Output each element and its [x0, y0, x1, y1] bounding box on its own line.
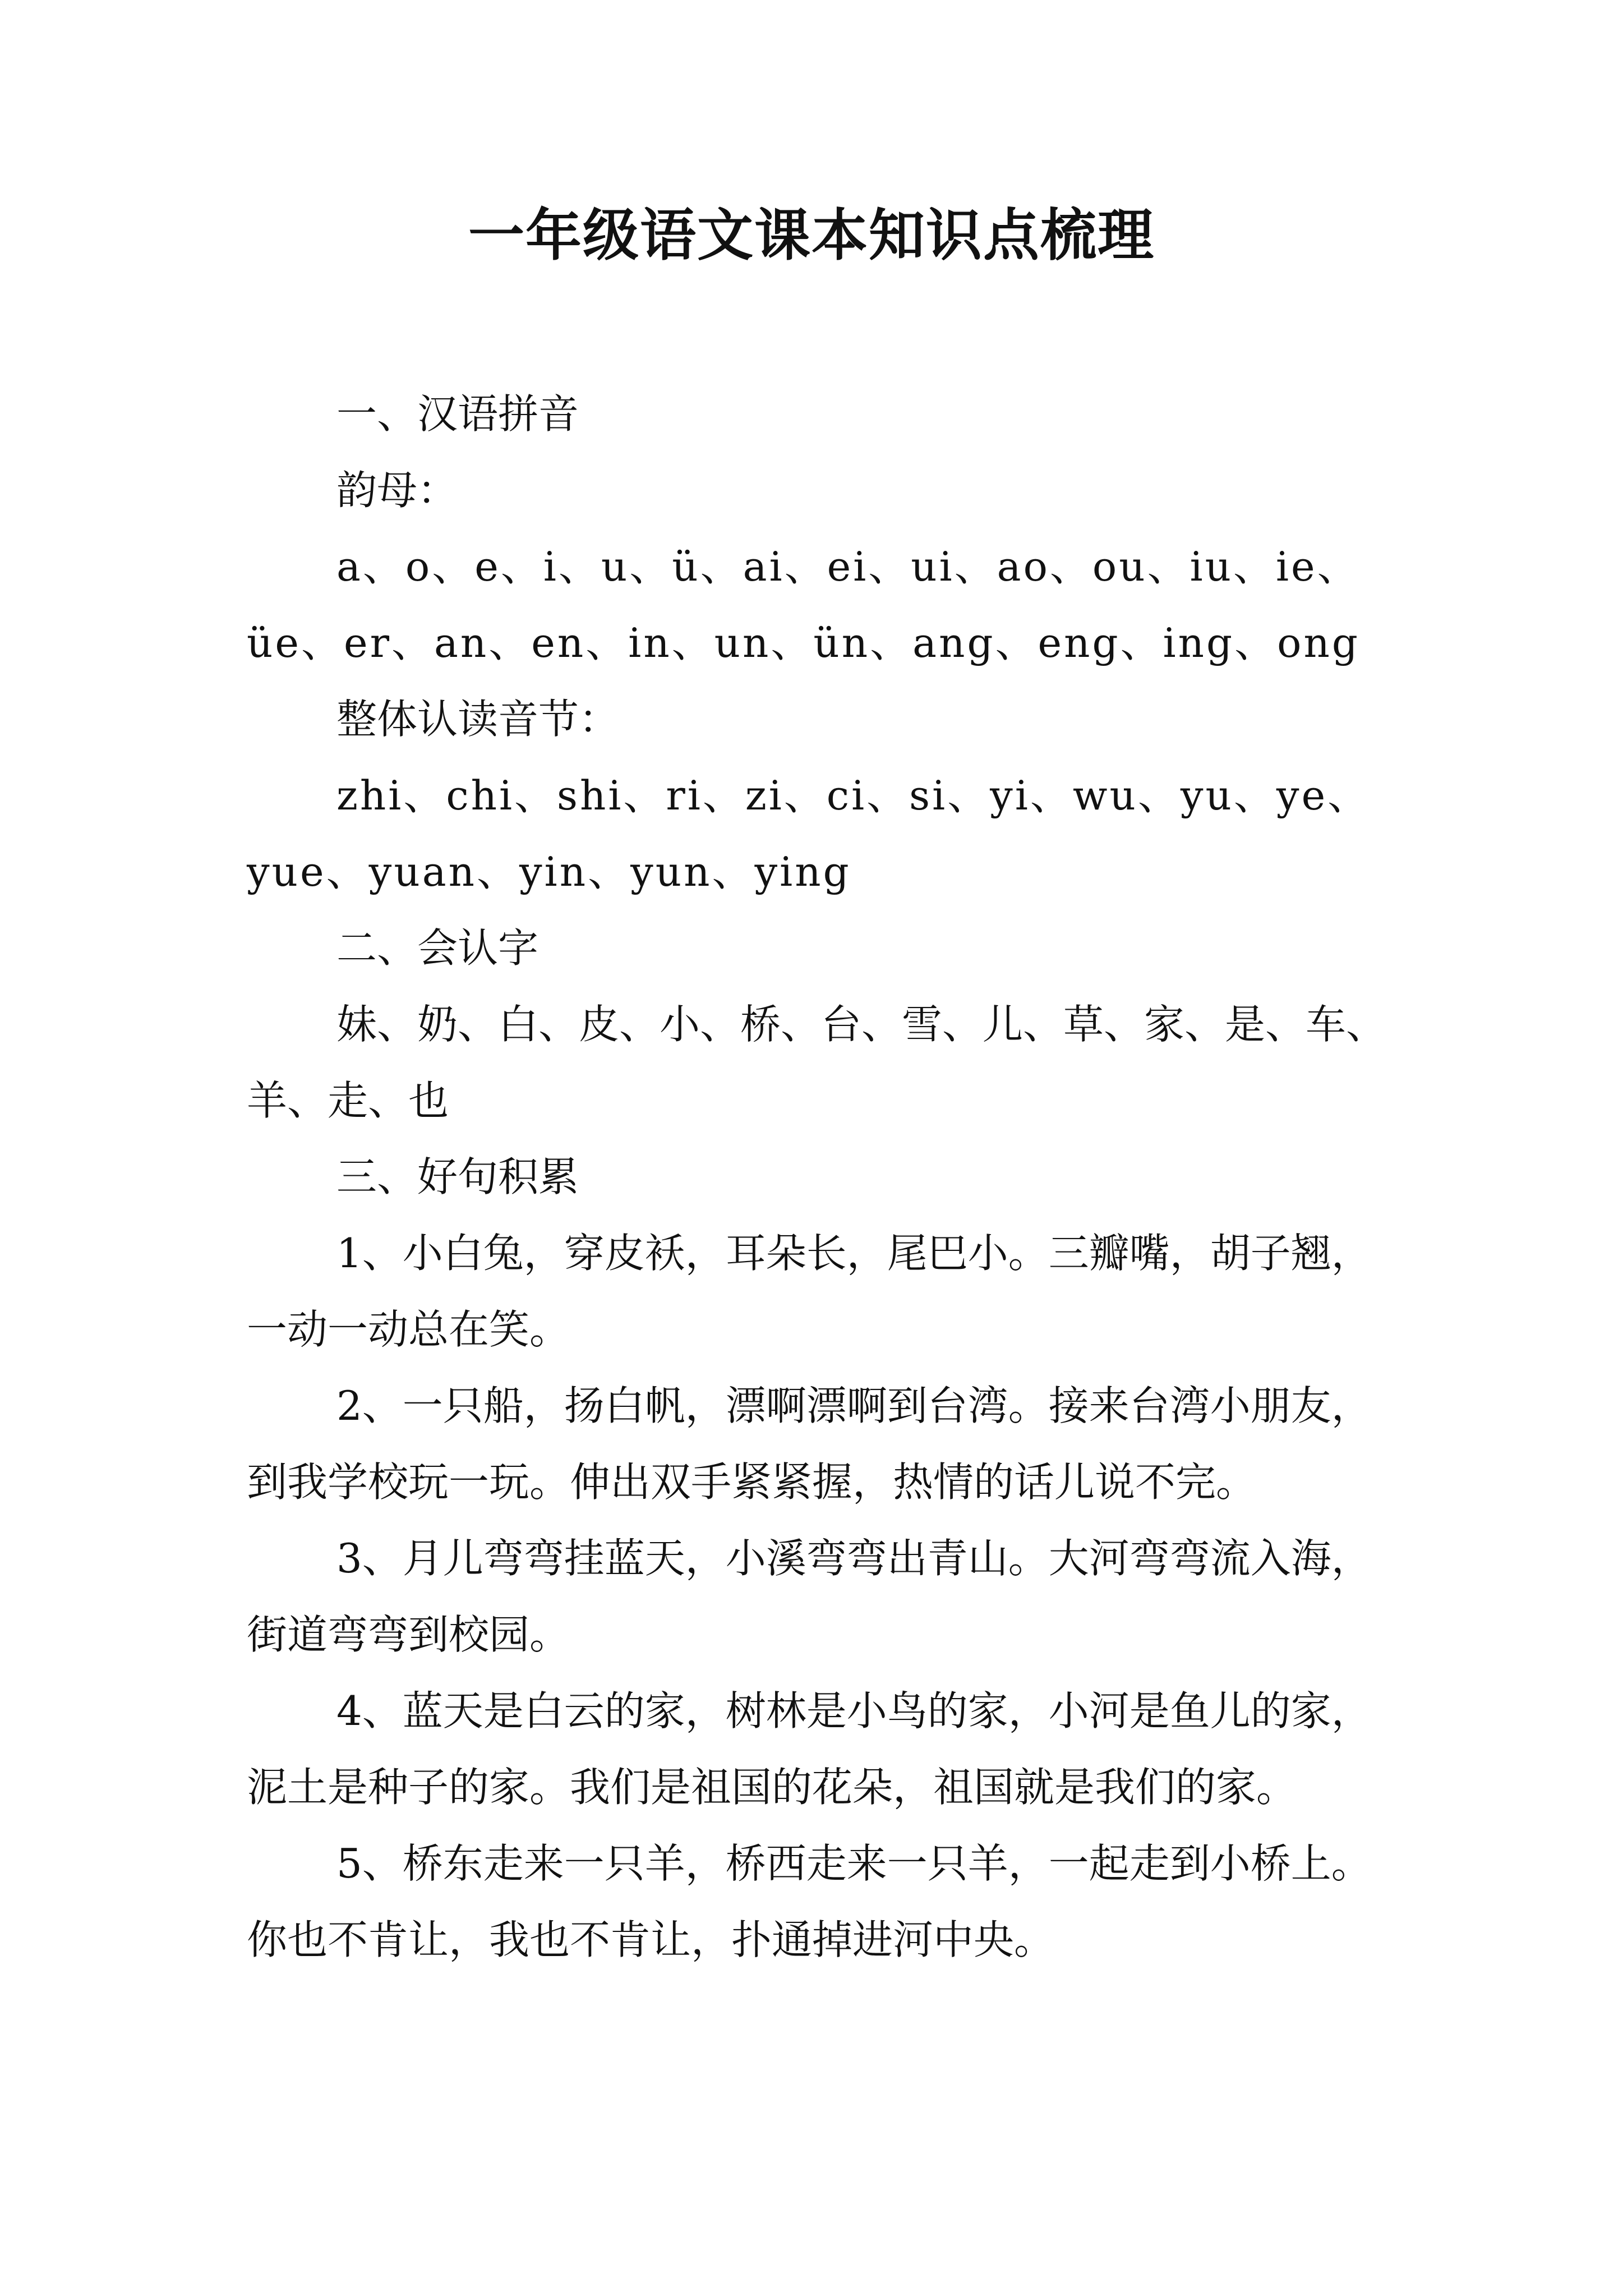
- section-heading-pinyin: 一、汉语拼音: [336, 390, 579, 438]
- whole-syllables-list: zhi、chi、shi、ri、zi、ci、si、yi、wu、yu、ye、yue、yuan、yin、yun、ying: [247, 772, 1371, 895]
- document-body: [247, 376, 1391, 1978]
- section-heading-good-sentences: 三、好句积累: [336, 1153, 579, 1200]
- sentence-item: 3、月儿弯弯挂蓝天，小溪弯弯出青山。大河弯弯流入海，街道弯弯到校园。: [247, 1535, 1372, 1658]
- sentence-item: 2、一只船，扬白帆，漂啊漂啊到台湾。接来台湾小朋友，到我学校玩一玩。伸出双手紧紧握，热情的话儿说不完。: [247, 1382, 1372, 1506]
- recognize-characters-list: 妹、奶、白、皮、小、桥、台、雪、儿、草、家、是、车、羊、走、也: [247, 1001, 1387, 1124]
- document-title: 一年级语文课本知识点梳理: [468, 203, 1155, 268]
- sentence-item: 5、桥东走来一只羊，桥西走来一只羊，一起走到小桥上。你也不肯让，我也不肯让，扑通掉进河中央。: [247, 1840, 1372, 1963]
- sentence-item: 1、小白兔，穿皮袄，耳朵长，尾巴小。三瓣嘴，胡子翘，一动一动总在笑。: [247, 1230, 1372, 1353]
- subheading-finals: 韵母：: [336, 467, 458, 514]
- section-heading-recognize-characters: 二、会认字: [336, 924, 539, 972]
- sentence-item: 4、蓝天是白云的家，树林是小鸟的家，小河是鱼儿的家，泥土是种子的家。我们是祖国的花朵，祖国就是我们的家。: [247, 1687, 1372, 1811]
- finals-list: a、o、e、i、u、ü、ai、ei、ui、ao、ou、iu、ie、üe、er、an、en、in、un、ün、ang、eng、ing、ong: [247, 543, 1360, 666]
- subheading-whole-syllables: 整体认读音节：: [336, 696, 620, 743]
